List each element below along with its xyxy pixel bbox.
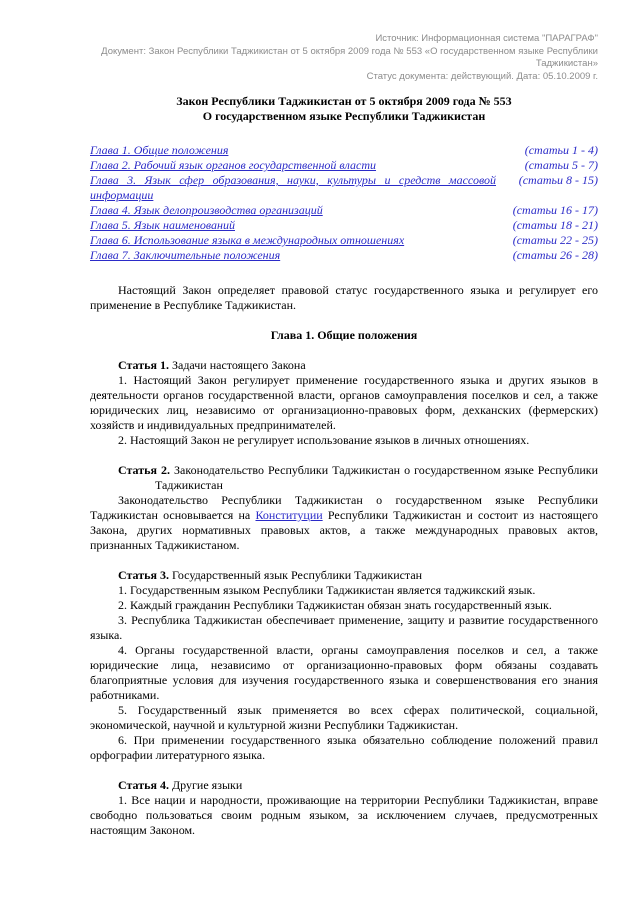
- article-4-number: Статья 4.: [118, 778, 169, 792]
- intro-paragraph: Настоящий Закон определяет правовой статус государственного языка и регулирует его применение в Республике Таджикистан.: [90, 283, 598, 312]
- toc-articles-ref-2: (статьи 5 - 7): [524, 158, 598, 172]
- article-3-paragraph-5: 5. Государственный язык применяется во всех сферах политической, социальной, экономической, научной и культурной жизни Республики Таджикистан.: [90, 703, 598, 732]
- toc-articles-ref-5: (статьи 18 - 21): [512, 218, 598, 232]
- meta-document: Документ: Закон Республики Таджикистан от 5 октября 2009 года № 553 «О государственном языке Республики Таджикистан»: [101, 45, 598, 69]
- article-4-heading: [90, 778, 598, 793]
- toc-row: [90, 233, 598, 248]
- toc-articles-ref-7: (статьи 26 - 28): [512, 248, 598, 262]
- toc-row: [90, 143, 598, 158]
- article-3-number: Статья 3.: [118, 568, 169, 582]
- article-2-paragraph-1: [90, 493, 598, 553]
- chapter-1-heading: Глава 1. Общие положения: [270, 328, 418, 342]
- article-4: [90, 778, 598, 838]
- toc-link-chapter-3[interactable]: Глава 3. Язык сфер образования, науки, культуры и средств массовой информации: [90, 173, 496, 202]
- article-3-heading: [90, 568, 598, 583]
- constitution-link[interactable]: Конституции: [255, 508, 323, 522]
- article-3-paragraph-3: 3. Республика Таджикистан обеспечивает применение, защиту и развитие государственного языка.: [90, 613, 598, 642]
- document-title-line2: О государственном языке Республики Таджикистан: [202, 109, 486, 123]
- article-2-heading: [118, 463, 598, 493]
- toc-row: [90, 173, 598, 203]
- document-title: [90, 94, 598, 124]
- article-3-paragraph-1: 1. Государственным языком Республики Таджикистан является таджикский язык.: [118, 583, 536, 597]
- toc-row: [90, 248, 598, 263]
- toc-link-chapter-6[interactable]: Глава 6. Использование языка в международных отношениях: [90, 233, 405, 247]
- article-1-heading: [90, 358, 598, 373]
- document-meta: [90, 33, 598, 83]
- article-2-paragraph-1-text-after: Республики Таджикистан и состоит из настоящего Закона, других нормативных правовых актов, а также международных правовых актов, признанных Таджикистаном.: [90, 508, 598, 552]
- article-3-paragraph-2: 2. Каждый гражданин Республики Таджикистан обязан знать государственный язык.: [118, 598, 552, 612]
- article-1-paragraph-1: 1. Настоящий Закон регулирует применение государственного языка и других языков в деятельности органов государственной власти, органов самоуправления поселков и сел, а также юридических лиц, независимо от организационно-правовых форм, дехканских (фермерских) хозяйств и индивидуальных предпринимателей.: [90, 373, 598, 432]
- article-3-title: Государственный язык Республики Таджикистан: [168, 568, 423, 582]
- article-3: [90, 568, 598, 763]
- article-2-paragraph-1-text: Законодательство Республики Таджикистан о государственном языке Республики Таджикистан основывается на: [90, 493, 598, 522]
- toc-link-chapter-2[interactable]: Глава 2. Рабочий язык органов государственной власти: [90, 158, 377, 172]
- toc-articles-ref-1: (статьи 1 - 4): [524, 143, 598, 157]
- toc-articles-ref-4: (статьи 16 - 17): [512, 203, 598, 217]
- table-of-contents: [90, 143, 598, 263]
- toc-link-chapter-7[interactable]: Глава 7. Заключительные положения: [90, 248, 281, 262]
- toc-articles-ref-6: (статьи 22 - 25): [512, 233, 598, 247]
- document-title-line1: Закон Республики Таджикистан от 5 октября 2009 года № 553: [176, 94, 512, 108]
- meta-status: Статус документа: действующий. Дата: 05.10.2009 г.: [366, 70, 598, 82]
- toc-articles-ref-3: (статьи 8 - 15): [518, 173, 598, 187]
- article-1-paragraph-2: 2. Настоящий Закон не регулирует использование языков в личных отношениях.: [118, 433, 530, 447]
- article-4-title: Другие языки: [168, 778, 243, 792]
- toc-link-chapter-1[interactable]: Глава 1. Общие положения: [90, 143, 229, 157]
- article-1-title: Задачи настоящего Закона: [168, 358, 306, 372]
- toc-row: [90, 158, 598, 173]
- meta-source: Источник: Информационная система "ПАРАГРАФ": [375, 33, 598, 44]
- toc-row: [90, 203, 598, 218]
- article-1-number: Статья 1.: [118, 358, 169, 372]
- toc-link-chapter-5[interactable]: Глава 5. Язык наименований: [90, 218, 235, 232]
- toc-link-chapter-4[interactable]: Глава 4. Язык делопроизводства организаций: [90, 203, 323, 217]
- article-3-paragraph-4: 4. Органы государственной власти, органы самоуправления поселков и сел, а также юридические лица, независимо от организационно-правовых форм обязаны создавать благоприятные условия для изучения государственного языка и совершенствования его знания работниками.: [90, 643, 598, 702]
- article-4-paragraph-1: 1. Все нации и народности, проживающие на территории Республики Таджикистан, вправе свободно пользоваться своим родным языком, за исключением случаев, предусмотренных настоящим Законом.: [90, 793, 598, 837]
- article-3-paragraph-6: 6. При применении государственного языка обязательно соблюдение положений правил орфографии литературного языка.: [90, 733, 598, 762]
- toc-row: [90, 218, 598, 233]
- article-2-number: Статья 2.: [118, 463, 170, 477]
- article-2-title: Законодательство Республики Таджикистан о государственном языке Республики Таджикистан: [155, 463, 598, 492]
- article-2: [90, 463, 598, 553]
- article-1: [90, 358, 598, 448]
